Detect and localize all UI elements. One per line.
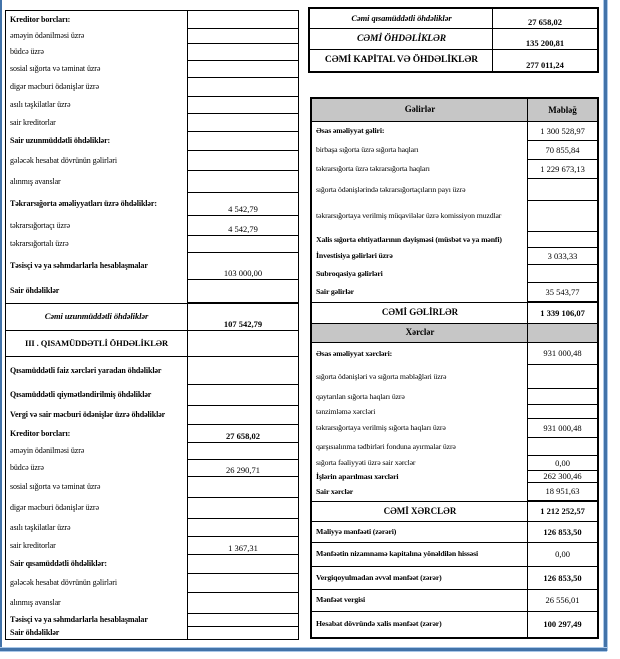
row-value [188, 97, 298, 114]
row-value [528, 201, 597, 232]
row-label: Sair öhdəliklər [6, 627, 188, 639]
pl-row [312, 283, 597, 302]
summary-row [310, 9, 597, 29]
row-label: Vergiqoyulmadan əvvəl mənfəət (zərər) [312, 567, 528, 589]
long-term-liabilities-table [5, 10, 299, 640]
liability-row [6, 357, 298, 385]
row-value: 18 951,63 [528, 483, 597, 501]
row-value: 277 011,24 [526, 59, 564, 70]
liability-row [6, 44, 298, 61]
row-label: Təsisçi və ya səhmdarlarla hesablaşmalar [6, 253, 188, 280]
pl-row [312, 543, 597, 567]
row-value [528, 232, 597, 248]
row-value: 3 033,33 [528, 248, 597, 265]
row-value: 4 542,79 [188, 193, 298, 216]
liability-row [6, 614, 298, 627]
pl-row [312, 122, 597, 141]
row-value [188, 614, 298, 627]
total-row [312, 501, 597, 522]
liability-row [6, 593, 298, 614]
liability-row [6, 519, 298, 537]
liability-row [6, 477, 298, 498]
row-value [528, 179, 597, 201]
row-label: sığorta ödənişlərində təkrarsığortaçıların payı üzrə [312, 179, 528, 201]
liability-row [6, 627, 298, 639]
row-label: tənzimləmə xərcləri [312, 405, 528, 419]
pl-row [312, 248, 597, 265]
liability-row [6, 406, 298, 425]
row-label: asılı təşkilatlar üzrə [6, 97, 188, 114]
liability-row [6, 97, 298, 114]
row-value [188, 29, 298, 44]
liability-row [6, 171, 298, 193]
row-label: asılı təşkilatlar üzrə [6, 519, 188, 537]
row-label: sair kreditorlar [6, 537, 188, 555]
row-label: Kreditor borcları: [6, 425, 188, 443]
row-value: 0,00 [555, 549, 570, 560]
row-label: Əsas əməliyyat xərcləri: [312, 343, 528, 365]
pl-row [312, 179, 597, 201]
pl-row [312, 265, 597, 283]
row-label: Kreditor borcları: [6, 11, 188, 29]
profit-loss-table [310, 97, 599, 639]
pl-row [312, 522, 597, 543]
row-label: gələcək hesabat dövrünün gəlirləri [6, 151, 188, 171]
row-value: 35 543,77 [528, 283, 597, 302]
pl-row [312, 201, 597, 232]
liability-row [6, 61, 298, 78]
pl-row [312, 483, 597, 501]
row-label: Hesabat dövründə xalis mənfəət (zərər) [312, 612, 528, 637]
row-value: 1 300 528,97 [528, 122, 597, 141]
row-value: 26 290,71 [188, 460, 298, 477]
row-label: İnvestisiya gəlirləri üzrə [312, 248, 528, 265]
row-value [188, 357, 298, 385]
row-label: Qısamüddətli faiz xərcləri yaradan öhdəliklər [6, 357, 188, 385]
row-value: 0,00 [528, 456, 597, 471]
liability-row [6, 537, 298, 555]
row-value: 103 000,00 [188, 253, 298, 280]
total-row [312, 302, 597, 324]
row-label: təkrarsığortaya verilmiş sığorta haqları üzrə [312, 419, 528, 438]
row-value [188, 236, 298, 253]
section-header-row [312, 324, 597, 343]
pl-row [312, 232, 597, 248]
row-value [188, 477, 298, 498]
summary-row [310, 29, 597, 50]
liability-row [6, 216, 298, 236]
pl-row [312, 141, 597, 160]
row-label: Xalis sığorta ehtiyatlarının dəyişməsi (müsbət və ya mənfi) [312, 232, 528, 248]
row-label: digər məcburi ödənişlər üzrə [6, 78, 188, 97]
row-label: Mənfəətin nizamnamə kapitalına yönəldilən hissəsi [312, 543, 528, 566]
row-label: Təkrarsığorta əməliyyatları üzrə öhdəliklər: [6, 193, 188, 216]
row-value [188, 555, 298, 574]
row-label: Mənfəət vergisi [312, 590, 528, 611]
row-label: təkrarsığortalı üzrə [6, 236, 188, 253]
row-label: Sair qısamüddətli öhdəliklər: [6, 555, 188, 574]
row-value: 100 297,49 [543, 619, 582, 630]
pl-row [312, 590, 597, 612]
liability-row [6, 555, 298, 574]
row-label: Cəmi uzunmüddətli öhdəliklər [6, 304, 188, 330]
liability-row [6, 574, 298, 593]
liability-row [6, 425, 298, 443]
row-value [188, 574, 298, 593]
pl-row [312, 471, 597, 483]
row-label: sosial sığorta və təminat üzrə [6, 477, 188, 498]
row-label: Xərclər [312, 324, 528, 342]
row-label: CƏMİ ÖHDƏLİKLƏR [310, 29, 493, 49]
row-value [188, 11, 298, 29]
row-value [188, 132, 298, 151]
pl-row [312, 160, 597, 179]
liability-row [6, 114, 298, 132]
row-value: 1 367,31 [188, 537, 298, 555]
liability-row [6, 280, 298, 303]
row-label: CƏMİ GƏLİRLƏR [312, 303, 528, 323]
row-label: CƏMİ XƏRCLƏR [312, 502, 528, 521]
row-label: Sair uzunmüddətli öhdəliklər: [6, 132, 188, 151]
row-label: Əsas əməliyyat gəliri: [312, 122, 528, 141]
row-value [188, 331, 298, 356]
section-header-row [312, 99, 597, 122]
row-label: birbaşa sığorta üzrə sığorta haqları [312, 141, 528, 160]
liability-row [6, 151, 298, 171]
row-value [188, 78, 298, 97]
liability-row [6, 193, 298, 216]
row-value: 931 000,48 [528, 343, 597, 365]
liability-row [6, 303, 298, 331]
row-value [528, 365, 597, 389]
pl-row [312, 438, 597, 456]
liability-row [6, 253, 298, 280]
row-label: büdcə üzrə [6, 460, 188, 477]
row-label: Maliyyə mənfəəti (zərəri) [312, 522, 528, 542]
row-value [528, 324, 597, 342]
row-value [188, 519, 298, 537]
row-label: Sair öhdəliklər [6, 280, 188, 303]
pl-row [312, 343, 597, 365]
liability-row [6, 331, 298, 357]
liability-row [6, 498, 298, 519]
row-value [188, 114, 298, 132]
row-label: əməyin ödənilməsi üzrə [6, 443, 188, 460]
row-value [188, 443, 298, 460]
pl-row [312, 405, 597, 419]
pl-row [312, 456, 597, 471]
row-label: Subroqasiya gəlirləri [312, 265, 528, 283]
row-label: Təsisçi və ya səhmdarlarla hesablaşmalar [6, 614, 188, 627]
liability-row [6, 78, 298, 97]
row-value: 1 339 106,07 [540, 307, 585, 318]
row-value [188, 406, 298, 425]
row-value: 26 556,01 [545, 595, 580, 606]
liability-row [6, 443, 298, 460]
totals-summary-table [308, 7, 599, 73]
row-label: qarşısıalınma tədbirləri fonduna ayırmalar üzrə [312, 438, 528, 456]
pl-row [312, 365, 597, 389]
row-label: təkrarsığortaya verilmiş müqavilələr üzrə komissiyon muzdlar [312, 201, 528, 232]
page-frame-left [0, 0, 2, 651]
row-value: 1 229 673,13 [528, 160, 597, 179]
row-label: sosial sığorta və təminat üzrə [6, 61, 188, 78]
row-value [528, 389, 597, 405]
liability-row [6, 11, 298, 29]
pl-row [312, 419, 597, 438]
row-value [188, 593, 298, 614]
row-label: III . QISAMÜDDƏTLİ ÖHDƏLİKLƏR [6, 331, 188, 356]
row-value [188, 151, 298, 171]
row-value [188, 44, 298, 61]
liability-row [6, 460, 298, 477]
row-value: 27 658,02 [528, 16, 562, 27]
row-value: Məbləğ [548, 104, 577, 115]
row-value [188, 627, 298, 639]
pl-row [312, 567, 597, 590]
row-label: büdcə üzrə [6, 44, 188, 61]
row-label: digər məcburi ödənişlər üzrə [6, 498, 188, 519]
row-label: Qısamüddətli qiymətləndirilmiş öhdəliklər [6, 385, 188, 406]
row-value: 931 000,48 [528, 419, 597, 438]
row-value: 126 853,50 [543, 572, 582, 583]
row-value: 107 542,79 [223, 318, 263, 329]
pl-row [312, 389, 597, 405]
row-label: sığorta ödənişləri və sığorta məbləğləri üzrə [312, 365, 528, 389]
row-label: Gəlirlər [312, 99, 528, 121]
row-label: alınmış avanslar [6, 171, 188, 193]
row-value: 27 658,02 [188, 425, 298, 443]
row-label: sair kreditorlar [6, 114, 188, 132]
liability-row [6, 132, 298, 151]
row-value [188, 171, 298, 193]
row-label: Vergi və sair məcburi ödənişlər üzrə öhdəliklər [6, 406, 188, 425]
liability-row [6, 29, 298, 44]
page-frame-right [604, 0, 607, 651]
row-label: alınmış avanslar [6, 593, 188, 614]
row-value: 135 200,81 [525, 37, 565, 48]
row-label: əməyin ödənilməsi üzrə [6, 29, 188, 44]
pl-row [312, 612, 597, 637]
row-label: gələcək hesabat dövrünün gəlirləri [6, 574, 188, 593]
row-label: təkrarsığorta üzrə təkrarsığorta haqları [312, 160, 528, 179]
row-value: 1 212 252,57 [540, 506, 585, 517]
row-value: 262 300,46 [528, 471, 597, 483]
row-label: CƏMİ KAPİTAL VƏ ÖHDƏLİKLƏR [310, 50, 493, 71]
row-value: 4 542,79 [188, 216, 298, 236]
row-value [188, 61, 298, 78]
liability-row [6, 236, 298, 253]
row-label: sığorta fəaliyyəti üzrə sair xərclər [312, 456, 528, 471]
row-value [188, 385, 298, 406]
summary-row [310, 50, 597, 71]
row-label: Cəmi qısamüddətli öhdəliklər [310, 9, 493, 28]
row-value [528, 405, 597, 419]
row-label: təkrarsığortaçı üzrə [6, 216, 188, 236]
row-value [528, 438, 597, 456]
liability-row [6, 385, 298, 406]
page-frame-bottom [0, 648, 607, 651]
row-value: 126 853,50 [543, 526, 582, 537]
row-label: qaytarılan sığorta haqları üzrə [312, 389, 528, 405]
row-label: Sair gəlirlər [312, 283, 528, 302]
row-value [188, 280, 298, 303]
row-value [528, 265, 597, 283]
row-label: İşlərin aparılması xərcləri [312, 471, 528, 483]
row-label: Sair xərclər [312, 483, 528, 501]
row-value: 70 855,84 [528, 141, 597, 160]
row-value [188, 498, 298, 519]
